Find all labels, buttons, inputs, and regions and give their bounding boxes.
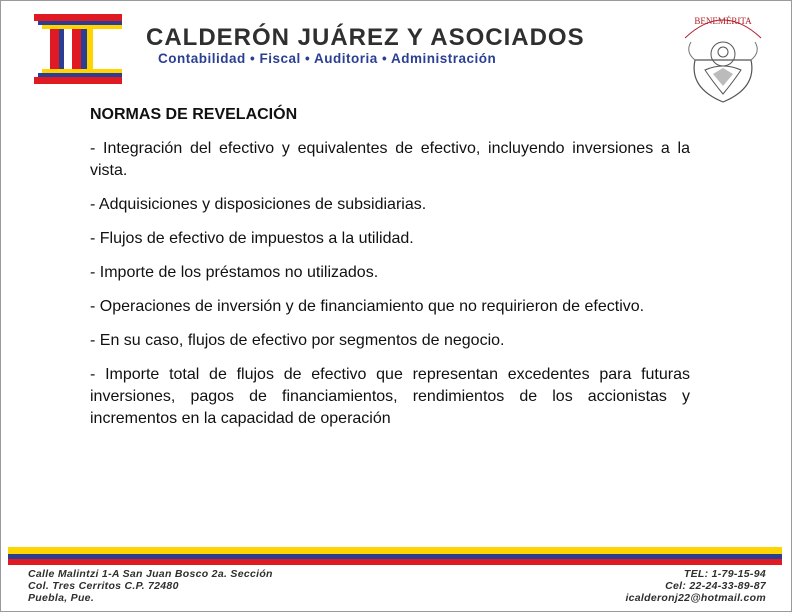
company-name: CALDERÓN JUÁREZ Y ASOCIADOS bbox=[146, 24, 585, 51]
footer-stripe-yellow bbox=[8, 547, 782, 554]
footer-contact bbox=[625, 568, 766, 604]
main-content bbox=[90, 104, 690, 442]
footer-stripe-red bbox=[8, 559, 782, 565]
address-line: Col. Tres Cerritos C.P. 72480 bbox=[28, 580, 179, 592]
phone-line: TEL: 1-79-15-94 bbox=[683, 568, 766, 580]
company-logo bbox=[34, 14, 124, 84]
section-heading: NORMAS DE REVELACIÓN bbox=[90, 106, 298, 123]
list-item: - Importe de los préstamos no utilizados. bbox=[90, 264, 379, 281]
email-line: icalderonj22@hotmail.com bbox=[625, 592, 766, 604]
footer-address bbox=[28, 568, 273, 604]
list-item: - Importe total de flujos de efectivo que representan excedentes para futuras inversiones, pagos de financiamientos, rendimientos de los accionistas y incrementos en la capacidad de operación bbox=[90, 366, 690, 427]
company-tagline: Contabilidad • Fiscal • Auditoria • Administración bbox=[158, 51, 497, 66]
seal-emblem-icon bbox=[675, 8, 771, 108]
address-line: Calle Malintzi 1-A San Juan Bosco 2a. Sección bbox=[28, 568, 273, 580]
list-item: - Operaciones de inversión y de financiamiento que no requirieron de efectivo. bbox=[90, 298, 645, 315]
list-item: - En su caso, flujos de efectivo por segmentos de negocio. bbox=[90, 332, 505, 349]
list-item: - Adquisiciones y disposiciones de subsidiarias. bbox=[90, 196, 427, 213]
seal-text: BENEMÉRITA bbox=[694, 16, 752, 26]
list-item: - Integración del efectivo y equivalentes de efectivo, incluyendo inversiones a la vista. bbox=[90, 140, 690, 179]
cell-line: Cel: 22-24-33-89-87 bbox=[665, 580, 766, 592]
address-line: Puebla, Pue. bbox=[28, 592, 95, 604]
list-item: - Flujos de efectivo de impuestos a la utilidad. bbox=[90, 230, 414, 247]
